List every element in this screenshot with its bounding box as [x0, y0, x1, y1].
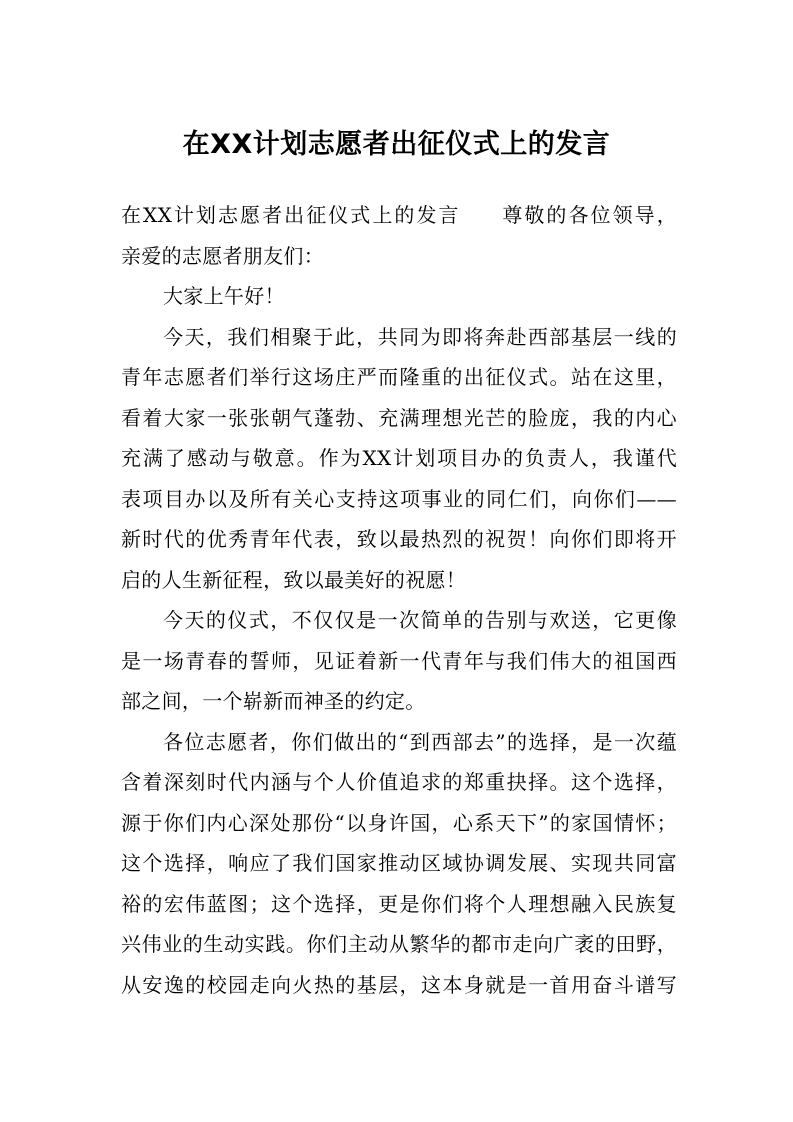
body-line-16: 源于你们内心深处那份“以身许国，心系天下”的家国情怀；	[121, 810, 677, 835]
body-line-13: 部之间，一个崭新而神圣的约定。	[121, 689, 426, 713]
body-line-20: 从安逸的校园走向火热的基层，这本身就是一首用奋斗谱写	[121, 972, 677, 997]
body-line-11: 今天的仪式，不仅仅是一次简单的告别与欢送，它更像	[163, 608, 677, 632]
body-line-3: 大家上午好！	[163, 284, 285, 308]
body-line-5: 青年志愿者们举行这场庄严而隆重的出征仪式。站在这里，	[121, 365, 677, 389]
body-line-7: 充满了感动与敬意。作为XX计划项目办的负责人，我谨代	[121, 446, 677, 470]
heading-repeat: 在XX计划志愿者出征仪式上的发言	[121, 203, 461, 227]
body-line-2: 亲爱的志愿者朋友们：	[121, 243, 324, 268]
body-line-6: 看着大家一张张朝气蓬勃、充满理想光芒的脸庞，我的内心	[121, 405, 677, 430]
body-line-19: 兴伟业的生动实践。你们主动从繁华的都市走向广袤的田野，	[121, 932, 677, 956]
document-title: 在XX计划志愿者出征仪式上的发言	[182, 129, 611, 160]
body-line-10: 启的人生新征程，致以最美好的祝愿！	[121, 567, 467, 592]
body-line-18: 裕的宏伟蓝图；这个选择，更是你们将个人理想融入民族复	[121, 891, 677, 916]
body-line-14: 各位志愿者，你们做出的“到西部去”的选择，是一次蕴	[163, 729, 677, 754]
body-line-8: 表项目办以及所有关心支持这项事业的同仁们，向你们——	[121, 486, 677, 511]
document-body	[121, 195, 677, 1005]
body-line-4: 今天，我们相聚于此，共同为即将奔赴西部基层一线的	[163, 324, 677, 349]
body-line-1	[121, 195, 677, 236]
salutation-part-1: 尊敬的各位领导，	[500, 203, 677, 227]
body-line-9: 新时代的优秀青年代表，致以最热烈的祝贺！向你们即将开	[121, 527, 677, 551]
body-line-15: 含着深刻时代内涵与个人价值追求的郑重抉择。这个选择，	[121, 770, 677, 794]
body-line-17: 这个选择，响应了我们国家推动区域协调发展、实现共同富	[121, 851, 677, 875]
body-line-12: 是一场青春的誓师，见证着新一代青年与我们伟大的祖国西	[121, 648, 677, 673]
